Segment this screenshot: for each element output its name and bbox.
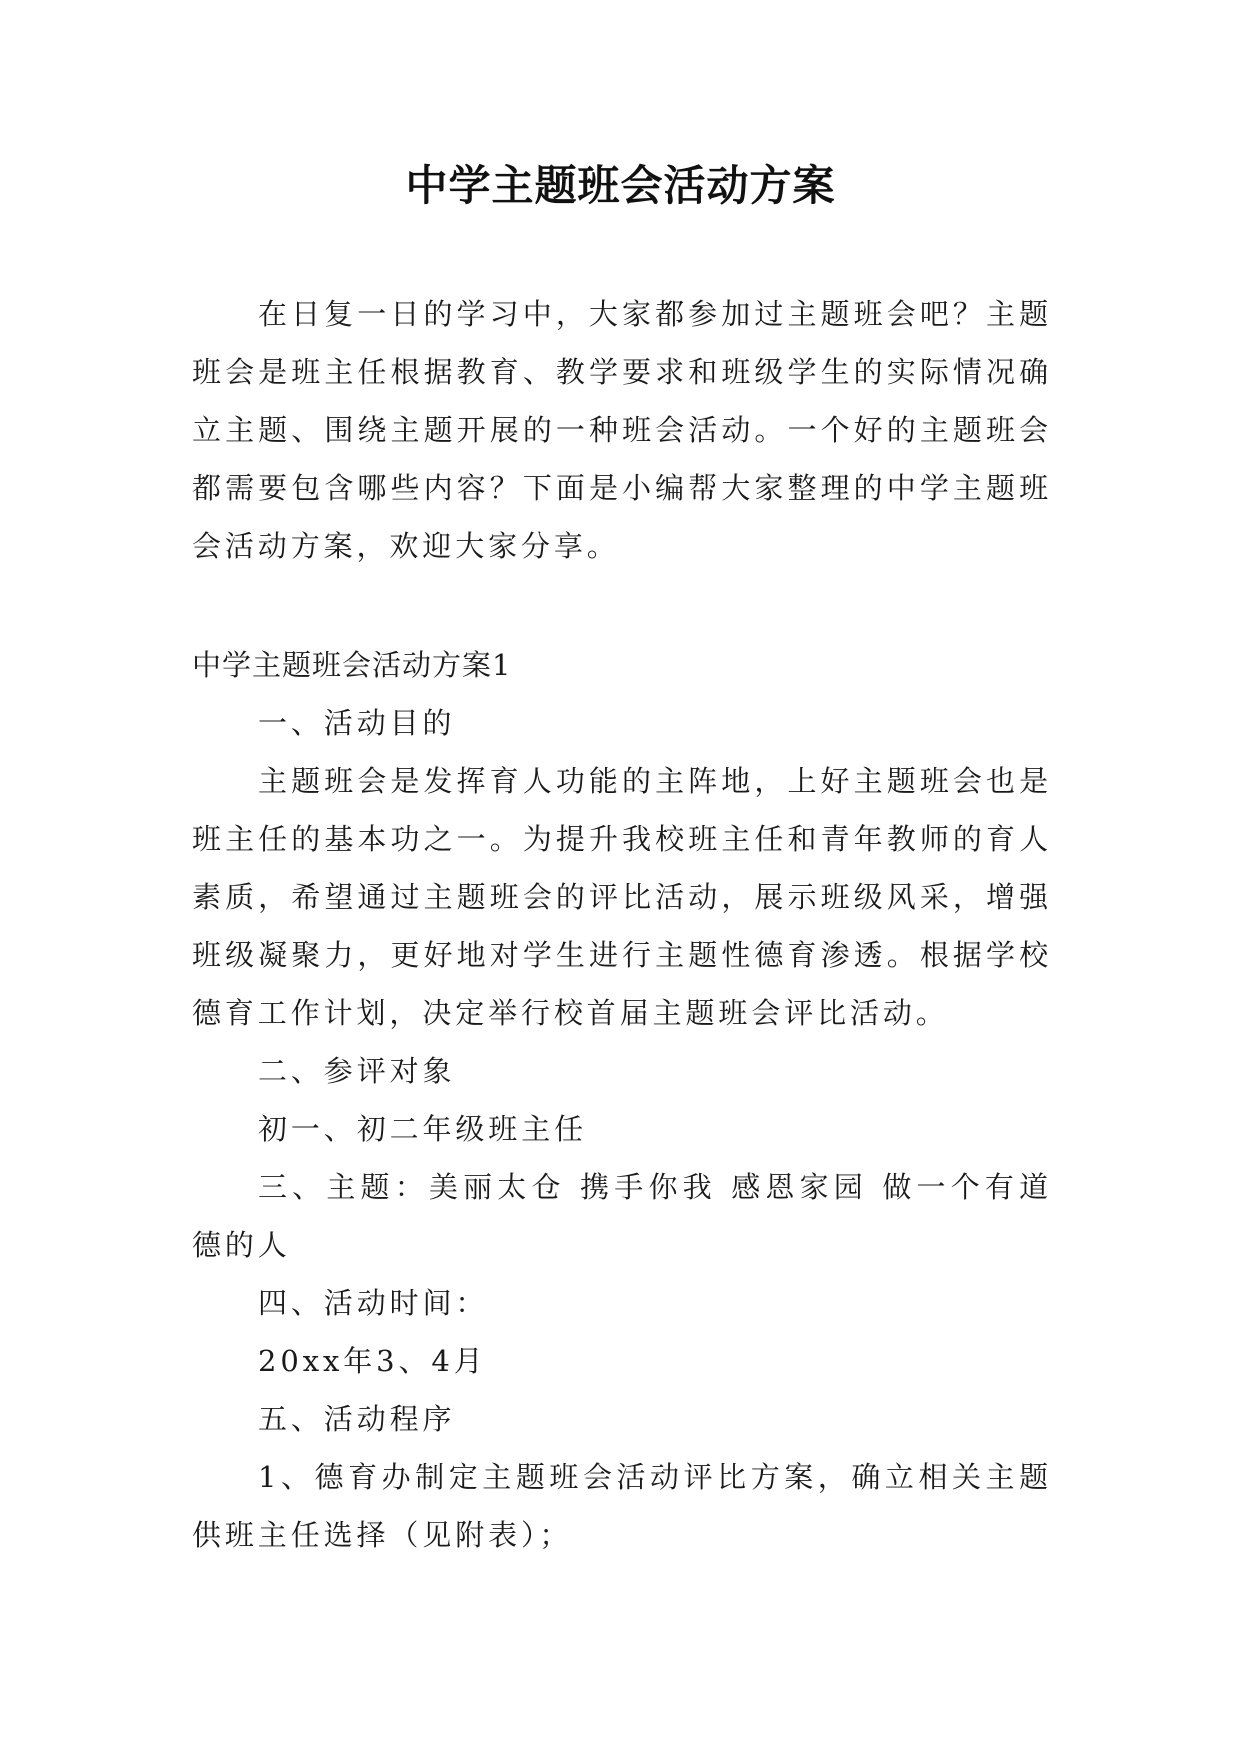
section-block	[192, 636, 1052, 1564]
paragraph-purpose-body: 主题班会是发挥育人功能的主阵地，上好主题班会也是班主任的基本功之一。为提升我校班主任和青年教师的育人素质，希望通过主题班会的评比活动，展示班级风采，增强班级凝聚力，更好地对学生进行主题性德育渗透。根据学校德育工作计划，决定举行校首届主题班会评比活动。	[192, 764, 1052, 1030]
paragraph-participants-body: 初一、初二年级班主任	[258, 1112, 588, 1146]
intro-paragraph: 在日复一日的学习中，大家都参加过主题班会吧？主题班会是班主任根据教育、教学要求和班级学生的实际情况确立主题、围绕主题开展的一种班会活动。一个好的主题班会都需要包含哪些内容？下面是小编帮大家整理的中学主题班会活动方案，欢迎大家分享。	[192, 297, 1052, 563]
paragraph-procedure-heading: 五、活动程序	[258, 1402, 456, 1436]
intro-block	[192, 285, 1052, 575]
paragraph-participants-heading: 二、参评对象	[258, 1054, 456, 1088]
section-heading: 中学主题班会活动方案1	[192, 648, 512, 682]
paragraph-purpose-heading: 一、活动目的	[258, 706, 456, 740]
paragraph-time-heading: 四、活动时间：	[258, 1286, 489, 1320]
document-title: 中学主题班会活动方案	[405, 161, 836, 210]
paragraph-procedure-step-1: 1、德育办制定主题班会活动评比方案，确立相关主题供班主任选择（见附表）；	[192, 1460, 1052, 1552]
paragraph-time-body: 20xx年3、4月	[258, 1344, 487, 1378]
paragraph-theme: 三、主题：美丽太仓 携手你我 感恩家园 做一个有道德的人	[192, 1170, 1052, 1262]
